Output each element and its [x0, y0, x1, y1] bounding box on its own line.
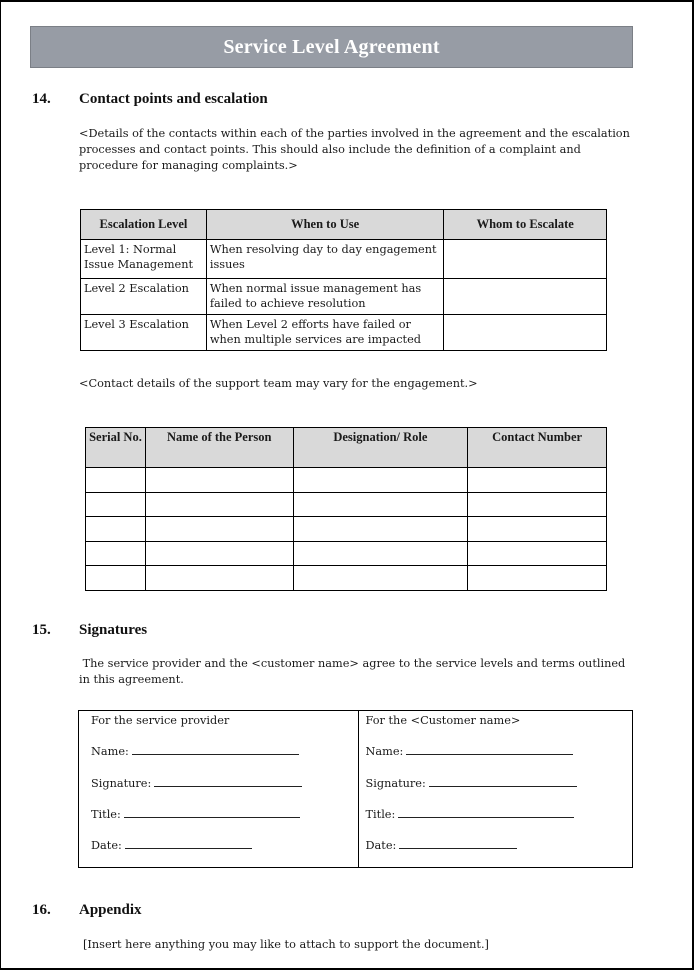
table-row [86, 492, 607, 517]
table-row [86, 541, 607, 566]
section-number: 14. [32, 91, 51, 107]
table-row [86, 517, 607, 542]
provider-title-field[interactable] [91, 807, 358, 838]
name-cell[interactable] [145, 541, 293, 566]
table-row [81, 240, 607, 279]
table-row [86, 566, 607, 591]
contact-number-cell[interactable] [468, 566, 607, 591]
document-title-bar [30, 26, 633, 68]
column-header: Escalation Level [81, 210, 207, 240]
title-blank-line[interactable] [124, 807, 300, 818]
role-cell[interactable] [293, 492, 468, 517]
document-title: Service Level Agreement [223, 35, 440, 58]
column-header: Designation/ Role [293, 428, 468, 468]
name-blank-line[interactable] [132, 744, 299, 755]
table-cell: Level 3 Escalation [81, 315, 207, 351]
signature-blank-line[interactable] [429, 776, 577, 787]
table-row [86, 468, 607, 493]
table-cell: Level 1: Normal Issue Management [81, 240, 207, 279]
table-cell: When resolving day to day engagement issues [206, 240, 444, 279]
table-header-row [81, 210, 607, 240]
provider-signature-field[interactable] [91, 776, 358, 807]
role-cell[interactable] [293, 517, 468, 542]
serial-cell[interactable] [86, 517, 146, 542]
name-cell[interactable] [145, 468, 293, 493]
signature-blank-line[interactable] [154, 776, 302, 787]
support-note: <Contact details of the support team may vary for the engagement.> [79, 377, 478, 390]
contact-intro-paragraph: <Details of the contacts within each of the parties involved in the agreement and the escalation processes and contact points. This should also include the definition of a complaint and procedure for managing complaints.> [79, 127, 630, 172]
table-cell: Level 2 Escalation [81, 279, 207, 315]
column-header: Contact Number [468, 428, 607, 468]
name-cell[interactable] [145, 517, 293, 542]
customer-signature-field[interactable] [366, 776, 633, 807]
role-cell[interactable] [293, 468, 468, 493]
table-header-row [86, 428, 607, 468]
field-label: Name: [365, 745, 404, 759]
title-blank-line[interactable] [398, 807, 574, 818]
table-cell-editable[interactable] [444, 240, 607, 279]
field-label: Date: [91, 839, 122, 853]
customer-name-field[interactable] [366, 744, 633, 775]
signatures-intro-paragraph: The service provider and the <customer name> agree to the service levels and terms outlined in this agreement. [79, 657, 629, 686]
provider-name-field[interactable] [91, 744, 358, 775]
customer-signature-column [358, 711, 633, 867]
table-cell: When Level 2 efforts have failed or when multiple services are impacted [206, 315, 444, 351]
serial-cell[interactable] [86, 566, 146, 591]
table-row [81, 315, 607, 351]
role-cell[interactable] [293, 566, 468, 591]
field-label: Name: [91, 745, 129, 759]
appendix-text: [Insert here anything you may like to attach to support the document.] [83, 938, 489, 951]
name-blank-line[interactable] [406, 744, 573, 755]
field-label: Date: [365, 839, 397, 853]
column-header: Serial No. [86, 428, 146, 468]
column-header: Whom to Escalate [444, 210, 607, 240]
contact-number-cell[interactable] [468, 468, 607, 493]
serial-cell[interactable] [86, 468, 146, 493]
field-label: Title: [91, 807, 121, 821]
section-title: Signatures [79, 622, 148, 638]
field-label: Signature: [365, 776, 426, 790]
section-number: 15. [32, 622, 51, 638]
signature-block [78, 710, 633, 868]
section-heading-appendix [32, 902, 142, 919]
provider-date-field[interactable] [91, 838, 358, 869]
field-label: Title: [365, 807, 396, 821]
field-label: Signature: [91, 776, 152, 790]
contact-number-cell[interactable] [468, 517, 607, 542]
table-cell-editable[interactable] [444, 315, 607, 351]
section-heading-signatures [32, 622, 147, 639]
section-heading-contact [32, 91, 268, 108]
column-header: When to Use [206, 210, 444, 240]
serial-cell[interactable] [86, 541, 146, 566]
name-cell[interactable] [145, 492, 293, 517]
role-cell[interactable] [293, 541, 468, 566]
section-title: Contact points and escalation [79, 91, 268, 107]
customer-heading: For the <Customer name> [365, 714, 521, 727]
provider-signature-column [79, 711, 358, 867]
serial-cell[interactable] [86, 492, 146, 517]
customer-date-field[interactable] [366, 838, 633, 869]
name-cell[interactable] [145, 566, 293, 591]
date-blank-line[interactable] [125, 838, 252, 849]
contact-number-cell[interactable] [468, 492, 607, 517]
date-blank-line[interactable] [399, 838, 517, 849]
customer-title-field[interactable] [366, 807, 633, 838]
section-number: 16. [32, 902, 51, 918]
table-row [81, 279, 607, 315]
section-title: Appendix [79, 902, 142, 918]
provider-heading: For the service provider [91, 714, 230, 727]
table-cell: When normal issue management has failed to achieve resolution [206, 279, 444, 315]
contacts-table [85, 427, 607, 591]
column-header: Name of the Person [145, 428, 293, 468]
contact-number-cell[interactable] [468, 541, 607, 566]
escalation-table [80, 209, 607, 351]
table-cell-editable[interactable] [444, 279, 607, 315]
